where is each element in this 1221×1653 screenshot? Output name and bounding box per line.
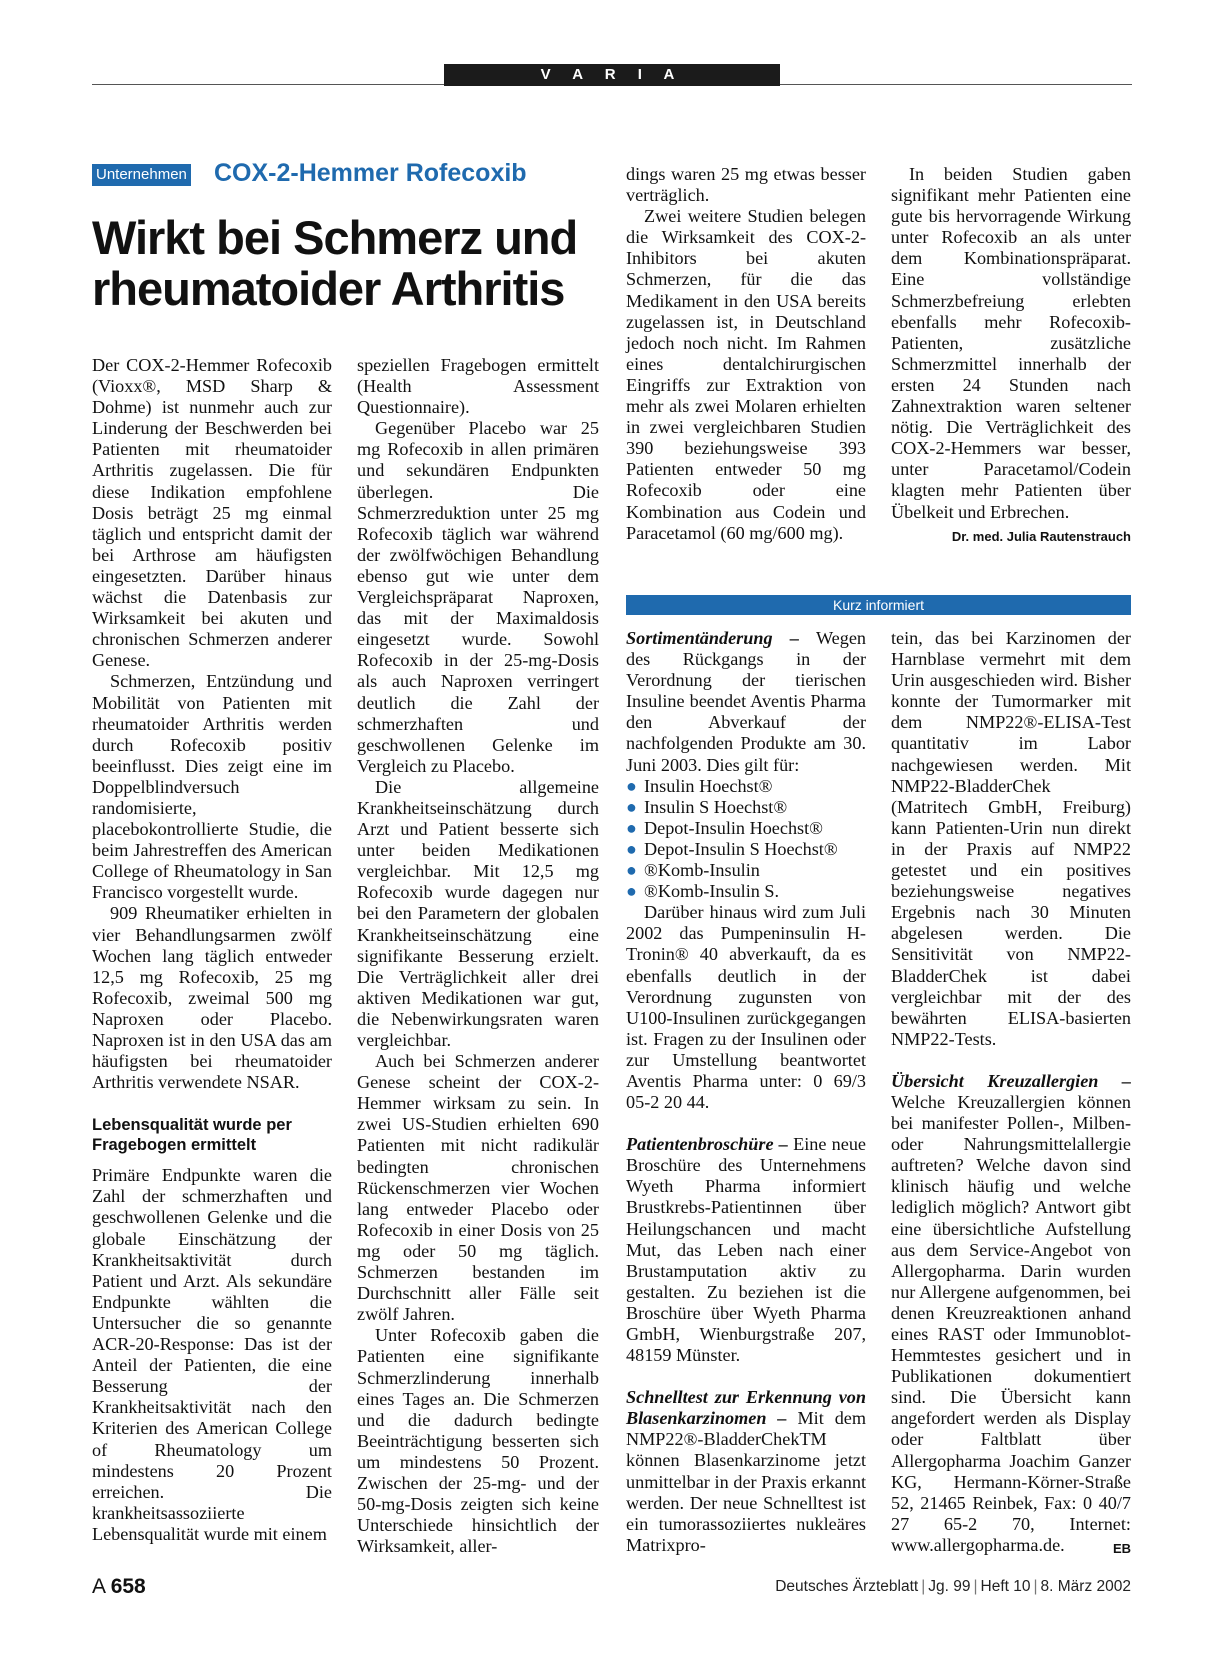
news-item-text: Welche Kreuzallergien können bei manifester Pollen-, Milben- oder Nahrungsmittelallergie auftreten? Welche davon sind klinisch häufig und welche lediglich möglich? Antwort gibt eine übersichtliche Aufstellung aus dem Service-Angebot von Allergopharma. Darin wurden nur Allergene aufgenommen, bei denen Kreuzreaktionen anhand eines RAST oder Immunoblot-Hemmtestes gesichert und in Publikationen dokumentiert sind. Die Übersicht kann angefordert werden als Display oder Faltblatt über Allergopharma Joachim Ganzer KG, Hermann-Körner-Straße 52, 21465 Reinbek, Fax: 0 40/7 27 65-2 70, Internet: www.allergopharma.de. xyxy=(891,1091,1131,1555)
article-column-4 xyxy=(891,164,1131,547)
paragraph: Darüber hinaus wird zum Juli 2002 das Pumpeninsulin H-Tronin® 40 abverkauft, da es ebenfalls deutlich in der Verordnung zugunsten von U100-Insulinen zurückgegangen ist. Fragen zu der Insulinen oder zur Umstellung beantwortet Aventis Pharma unter: 0 69/3 05-2 20 44. xyxy=(626,902,866,1113)
bullet-icon: ● xyxy=(626,860,637,881)
article-kicker: COX-2-Hemmer Rofecoxib xyxy=(214,159,527,187)
list-item: ● Insulin Hoechst® xyxy=(626,775,773,796)
page-number-value: 658 xyxy=(110,1575,146,1598)
paragraph: Die allgemeine Krankheitseinschätzung durch Arzt und Patient besserte sich unter beiden Medikationen vergleichbar. Mit 12,5 mg Rofecoxib wurde dagegen nur bei den Parametern der globalen Krankheitseinschätzung eine signifikante Besserung erzielt. Die Verträglichkeit aller drei aktiven Medikationen war gut, die Nebenwirkungsraten waren vergleichbar. xyxy=(357,776,599,1050)
paragraph: 909 Rheumatiker erhielten in vier Behandlungsarmen zwölf Wochen lang täglich entweder 12,5 mg Rofecoxib, 25 mg Rofecoxib, zweimal 500 mg Naproxen oder Placebo. Naproxen ist in den USA das am häufigsten bei rheumatoider Arthritis verwendete NSAR. xyxy=(92,903,332,1093)
news-item xyxy=(891,1071,1131,1556)
article-column-1 xyxy=(92,355,332,1545)
paragraph: Auch bei Schmerzen anderer Genese scheint der COX-2-Hemmer wirksam zu sein. In zwei US-Studien erhielten 690 Patienten mit nicht radikulär bedingten chronischen Rückenschmerzen vier Wochen lang entweder Placebo oder Rofecoxib in einer Dosis von 25 mg oder 50 mg täglich. Schmerzen bestanden im Durchschnitt aller Fälle seit zwölf Jahren. xyxy=(357,1051,599,1325)
journal-name: Deutsches Ärzteblatt xyxy=(775,1578,919,1595)
list-item: ● ®Komb-Insulin S. xyxy=(626,881,780,902)
news-box-column-1 xyxy=(626,628,866,1556)
news-item-text: Wegen des Rückgangs in der Verordnung der tierischen Insuline beendet Aventis Pharma den Abverkauf der nachfolgenden Produkte am 30. Juni 2003. Dies gilt für: xyxy=(626,628,866,775)
article-headline xyxy=(92,212,592,314)
list-item: ● Depot-Insulin Hoechst® xyxy=(626,817,823,838)
list-item: ● ®Komb-Insulin xyxy=(626,860,760,881)
news-item xyxy=(626,628,866,776)
news-item-lead: Patientenbroschüre – xyxy=(626,1134,788,1155)
journal-issue: Heft 10 xyxy=(980,1578,1031,1595)
headline-line-1: Wirkt bei Schmerz und xyxy=(92,211,578,264)
bullet-icon: ● xyxy=(626,796,637,817)
bullet-icon: ● xyxy=(626,775,637,796)
paragraph: Zwei weitere Studien belegen die Wirksamkeit des COX-2-Inhibitors bei akuten Schmerzen, für die das Medikament in den USA bereits zugelassen ist, in Deutschland jedoch noch nicht. Im Rahmen eines dentalchirurgischen Eingriffs zur Extraktion von mehr als zwei Molaren erhielten in zwei vergleichbaren Studien 390 beziehungsweise 393 Patienten entweder 50 mg Rofecoxib oder eine Kombination aus Codein und Paracetamol (60 mg/600 mg). xyxy=(626,206,866,543)
journal-date: 8. März 2002 xyxy=(1040,1578,1131,1595)
journal-volume: Jg. 99 xyxy=(928,1578,971,1595)
list-item: ● Insulin S Hoechst® xyxy=(626,796,788,817)
page-prefix: A xyxy=(92,1575,105,1598)
news-item-lead: Schnelltest zur Erkennung von Blasenkarzinomen – xyxy=(626,1387,866,1429)
paragraph: speziellen Fragebogen ermittelt (Health Assessment Questionnaire). xyxy=(357,355,599,418)
news-item-text: Eine neue Broschüre des Unternehmens Wyeth Pharma informiert Brustkrebs-Patientinnen über Heilungschancen und macht Mut, das Leben nach einer Brustamputation aktiv zu gestalten. Zu beziehen ist die Broschüre über Wyeth Pharma GmbH, Wienburgstraße 207, 48159 Münster. xyxy=(626,1134,866,1366)
news-box-title: Kurz informiert xyxy=(626,595,1131,615)
news-item-author: EB xyxy=(1112,1540,1131,1556)
article-author: Dr. med. Julia Rautenstrauch xyxy=(951,528,1131,544)
news-item xyxy=(626,1134,866,1366)
news-box-column-2 xyxy=(891,628,1131,1559)
article-column-3 xyxy=(626,164,866,544)
section-label: V A R I A xyxy=(444,64,780,86)
page-number xyxy=(92,1575,146,1599)
news-item-lead: Sortimentänderung – xyxy=(626,628,799,648)
paragraph: Schmerzen, Entzündung und Mobilität von Patienten mit rheumatoider Arthritis werden durch Rofecoxib positiv beeinflusst. Dies zeigt eine im Doppelblindversuch randomisierte, placebokontrollierte Studie, die beim Jahrestreffen des American College of Rheumatology in San Francisco vorgestellt wurde. xyxy=(92,671,332,903)
paragraph: Unter Rofecoxib gaben die Patienten eine signifikante Schmerzlinderung innerhalb eines Tages an. Die Schmerzen und die dadurch bedingte Beeinträchtigung besserten sich um mindestens 50 Prozent. Zwischen der 25-mg- und der 50-mg-Dosis zeigten sich keine Unterschiede hinsichtlich der Wirksamkeit, aller- xyxy=(357,1325,599,1557)
news-item-lead: Übersicht Kreuzallergien – xyxy=(891,1070,1131,1091)
list-item: ● Depot-Insulin S Hoechst® xyxy=(626,838,838,859)
bullet-icon: ● xyxy=(626,881,637,902)
product-list xyxy=(626,776,866,903)
rubric-badge: Unternehmen xyxy=(92,164,191,186)
bullet-icon: ● xyxy=(626,817,637,838)
paragraph: Gegenüber Placebo war 25 mg Rofecoxib in allen primären und sekundären Endpunkten überlegen. Die Schmerzreduktion unter 25 mg Rofecoxib täglich war während der zwölfwöchigen Behandlung ebenso gut wie unter dem Vergleichspräparat Naproxen, das mit der Maximaldosis eingesetzt wurde. Sowohl Rofecoxib in der 25-mg-Dosis als auch Naproxen verringert deutlich die Zahl der schmerzhaften und geschwollenen Gelenke im Vergleich zu Placebo. xyxy=(357,418,599,776)
news-item xyxy=(626,1387,866,1556)
paragraph: Primäre Endpunkte waren die Zahl der schmerzhaften und geschwollenen Gelenke und die globale Einschätzung der Krankheitsaktivität durch Patient und Arzt. Als sekundäre Endpunkte wählten die Untersucher die so genannte ACR-20-Response: Das ist der Anteil der Patienten, die eine Besserung der Krankheitsaktivität nach den Kriterien des American College of Rheumatology um mindestens 20 Prozent erreichen. Die krankheitsassoziierte Lebensqualität wurde mit einem xyxy=(92,1165,332,1544)
paragraph: Der COX-2-Hemmer Rofecoxib (Vioxx®, MSD Sharp & Dohme) ist nunmehr auch zur Linderung der Beschwerden bei Patienten mit rheumatoider Arthritis zugelassen. Die für diese Indikation empfohlene Dosis beträgt 25 mg einmal täglich und entspricht damit der bei Arthrose am häufigsten eingesetzten. Darüber hinaus wächst die Datenbasis zur Wirksamkeit bei akuten und chronischen Schmerzen anderer Genese. xyxy=(92,355,332,671)
section-subheading: Lebensqualität wurde per Fragebogen ermittelt xyxy=(92,1116,292,1155)
paragraph: tein, das bei Karzinomen der Harnblase vermehrt mit dem Urin ausgeschieden wird. Bisher konnte der Tumormarker mit dem NMP22®-ELISA-Test quantitativ im Labor nachgewiesen werden. Mit NMP22-BladderChek (Matritech GmbH, Freiburg) kann Patienten-Urin nun direkt in der Praxis auf NMP22 getestet und ein positives beziehungsweise negatives Ergebnis nach 30 Minuten abgelesen werden. Die Sensitivität von NMP22-BladderChek ist dabei vergleichbar mit der des bewährten ELISA-basierten NMP22-Tests. xyxy=(891,628,1131,1049)
paragraph: dings waren 25 mg etwas besser verträglich. xyxy=(626,164,866,206)
journal-citation: Deutsches Ärzteblatt | Jg. 99 | Heft 10 | 8. März 2002 xyxy=(775,1578,1131,1595)
bullet-icon: ● xyxy=(626,838,637,859)
headline-line-2: rheumatoider Arthritis xyxy=(92,262,565,315)
news-item-text: Mit dem NMP22®-BladderChekTM können Blasenkarzinome jetzt unmittelbar in der Praxis erkannt werden. Der neue Schnelltest ist ein tumorassoziiertes nukleäres Matrixpro- xyxy=(626,1408,867,1555)
article-column-2 xyxy=(357,355,599,1557)
paragraph: In beiden Studien gaben signifikant mehr Patienten eine gute bis hervorragende Wirkung unter Rofecoxib an als unter dem Kombinationspräparat. Eine vollständige Schmerzbefreiung erlebten ebenfalls mehr Rofecoxib-Patienten, zusätzliche Schmerzmittel innerhalb der ersten 24 Stunden nach Zahnextraktion waren seltener nötig. Die Verträglichkeit des COX-2-Hemmers war besser, unter Paracetamol/Codein klagten mehr Patienten über Übelkeit und Erbrechen. xyxy=(891,164,1131,522)
